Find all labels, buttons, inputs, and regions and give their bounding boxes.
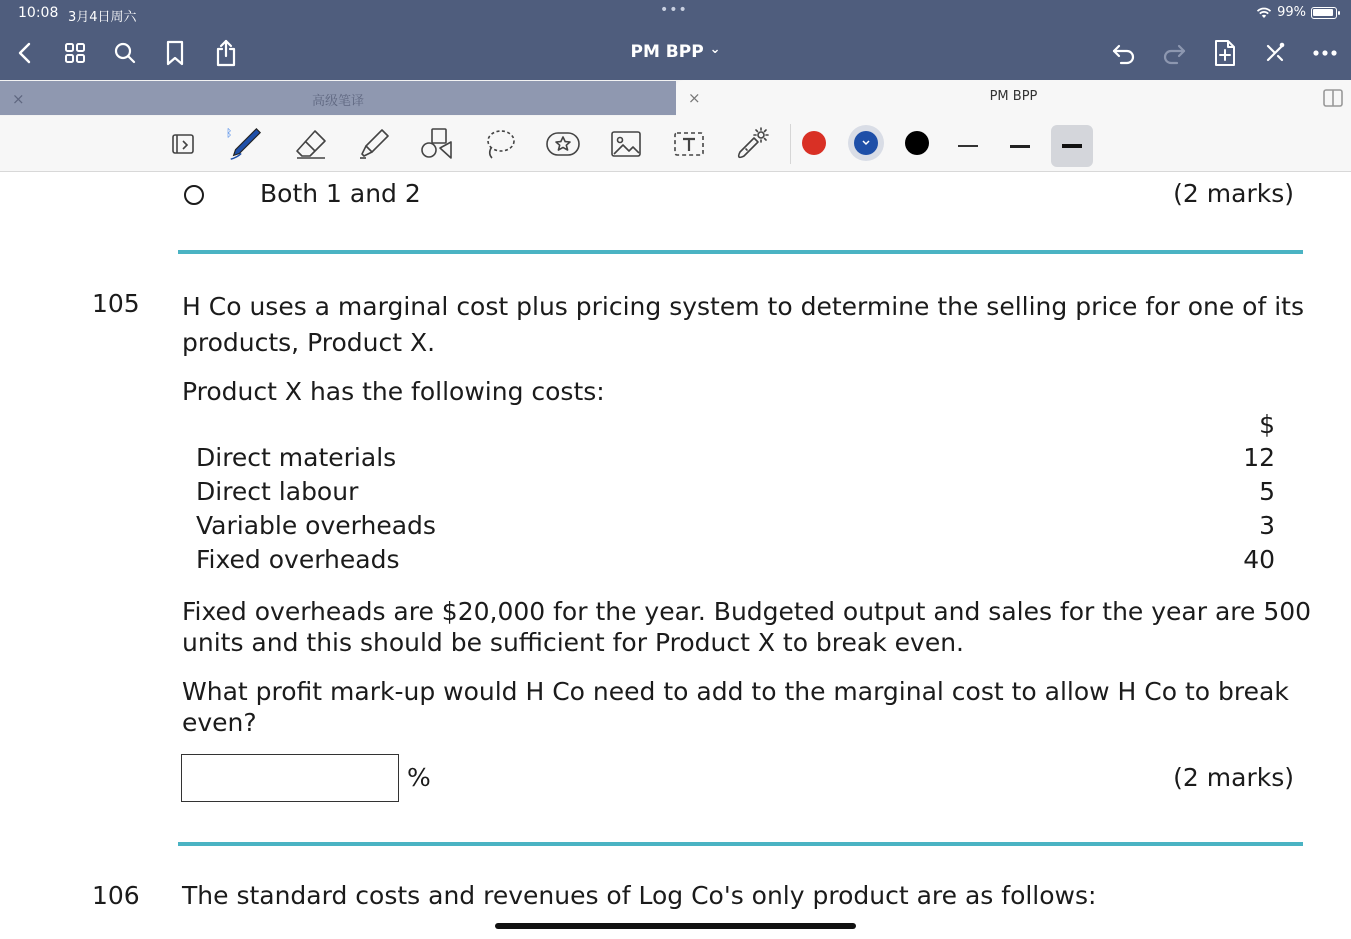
title-text: PM BPP <box>630 42 704 62</box>
color-black-swatch[interactable] <box>905 131 929 155</box>
stroke-medium-button[interactable] <box>999 125 1041 167</box>
image-icon[interactable] <box>607 125 645 163</box>
question-text: The standard costs and revenues of Log Co's only product are as follows: <box>182 881 1097 910</box>
tab-pm-bpp[interactable] <box>676 80 1351 116</box>
question-para-4 <box>182 676 1289 738</box>
color-blue-swatch[interactable] <box>848 125 884 161</box>
tab-bar <box>0 80 1351 116</box>
annotation-toolbar <box>0 116 1351 172</box>
pen-icon[interactable] <box>226 125 264 163</box>
cost-label: Variable overheads <box>196 511 436 540</box>
cost-label: Direct labour <box>196 477 359 506</box>
question-number: 105 <box>92 289 140 318</box>
title-button[interactable] <box>631 42 721 62</box>
eraser-icon[interactable] <box>292 125 330 163</box>
more-icon[interactable] <box>1310 38 1340 68</box>
highlighter-icon[interactable] <box>355 125 393 163</box>
section-divider <box>178 250 1303 254</box>
answer-input-box[interactable] <box>181 754 399 802</box>
shapes-icon[interactable] <box>418 125 456 163</box>
question-para-2: Product X has the following costs: <box>182 377 605 406</box>
close-tab-icon[interactable]: × <box>12 90 25 108</box>
option-text: Both 1 and 2 <box>260 179 421 208</box>
section-divider <box>178 842 1303 846</box>
battery-percent: 99% <box>1277 5 1306 20</box>
add-page-icon[interactable] <box>1210 38 1240 68</box>
cost-label: Fixed overheads <box>196 545 400 574</box>
close-x-icon[interactable] <box>1260 38 1290 68</box>
toolbar-divider <box>790 124 791 164</box>
text-line: H Co uses a marginal cost plus pricing system to determine the selling price for one of its <box>182 292 1304 321</box>
tab-label: 高级笔译 <box>311 94 364 109</box>
wifi-icon <box>1256 7 1272 19</box>
question-para-3 <box>182 596 1311 658</box>
bookmark-icon[interactable] <box>160 38 190 68</box>
cost-value: 3 <box>1259 511 1275 540</box>
percent-unit: % <box>407 763 431 792</box>
page-view-icon[interactable] <box>164 125 202 163</box>
tab-label: PM BPP <box>989 89 1038 104</box>
document-title <box>0 42 1351 62</box>
grid-icon[interactable] <box>60 38 90 68</box>
color-red-swatch[interactable] <box>802 131 826 155</box>
radio-option-icon[interactable] <box>183 184 205 206</box>
status-date: 3月4日周六 <box>68 10 137 25</box>
question-number: 106 <box>92 881 140 910</box>
share-icon[interactable] <box>211 38 241 68</box>
split-view-icon[interactable] <box>1323 89 1343 107</box>
search-icon[interactable] <box>110 38 140 68</box>
multitask-dots[interactable]: ••• <box>660 2 688 18</box>
text-line: products, Product X. <box>182 328 436 357</box>
marks-label: (2 marks) <box>1173 179 1294 208</box>
text-icon[interactable] <box>670 125 708 163</box>
battery-icon <box>1311 7 1337 19</box>
chevron-down-icon: ⌄ <box>709 42 721 57</box>
redo-icon[interactable] <box>1159 38 1189 68</box>
currency-header: $ <box>1259 410 1275 439</box>
undo-icon[interactable] <box>1109 38 1139 68</box>
status-time: 10:08 <box>18 5 59 21</box>
stroke-thin-button[interactable] <box>947 125 989 167</box>
selected-color <box>854 131 878 155</box>
cost-value: 12 <box>1243 443 1275 472</box>
top-bar <box>0 0 1351 80</box>
close-tab-icon[interactable]: × <box>688 89 701 107</box>
back-icon[interactable] <box>10 38 40 68</box>
text-line: units and this should be sufficient for Product X to break even. <box>182 628 965 657</box>
tab-gaoji-biyi[interactable] <box>0 81 676 115</box>
cost-value: 40 <box>1243 545 1275 574</box>
status-right <box>1256 5 1337 20</box>
question-para-1 <box>182 289 1304 361</box>
marks-label: (2 marks) <box>1173 763 1294 792</box>
svg-text:ᛒ: ᛒ <box>226 127 233 140</box>
text-line: What profit mark-up would H Co need to add to the marginal cost to allow H Co to break <box>182 677 1289 706</box>
chevron-down-icon <box>861 140 871 146</box>
sticker-icon[interactable] <box>544 125 582 163</box>
cost-value: 5 <box>1259 477 1275 506</box>
laser-pointer-icon[interactable] <box>733 125 771 163</box>
lasso-icon[interactable] <box>481 125 519 163</box>
text-line: Fixed overheads are $20,000 for the year. Budgeted output and sales for the year are 500 <box>182 597 1312 626</box>
home-indicator[interactable] <box>495 923 856 929</box>
cost-label: Direct materials <box>196 443 397 472</box>
stroke-thick-button[interactable] <box>1051 125 1093 167</box>
text-line: even? <box>182 708 257 737</box>
